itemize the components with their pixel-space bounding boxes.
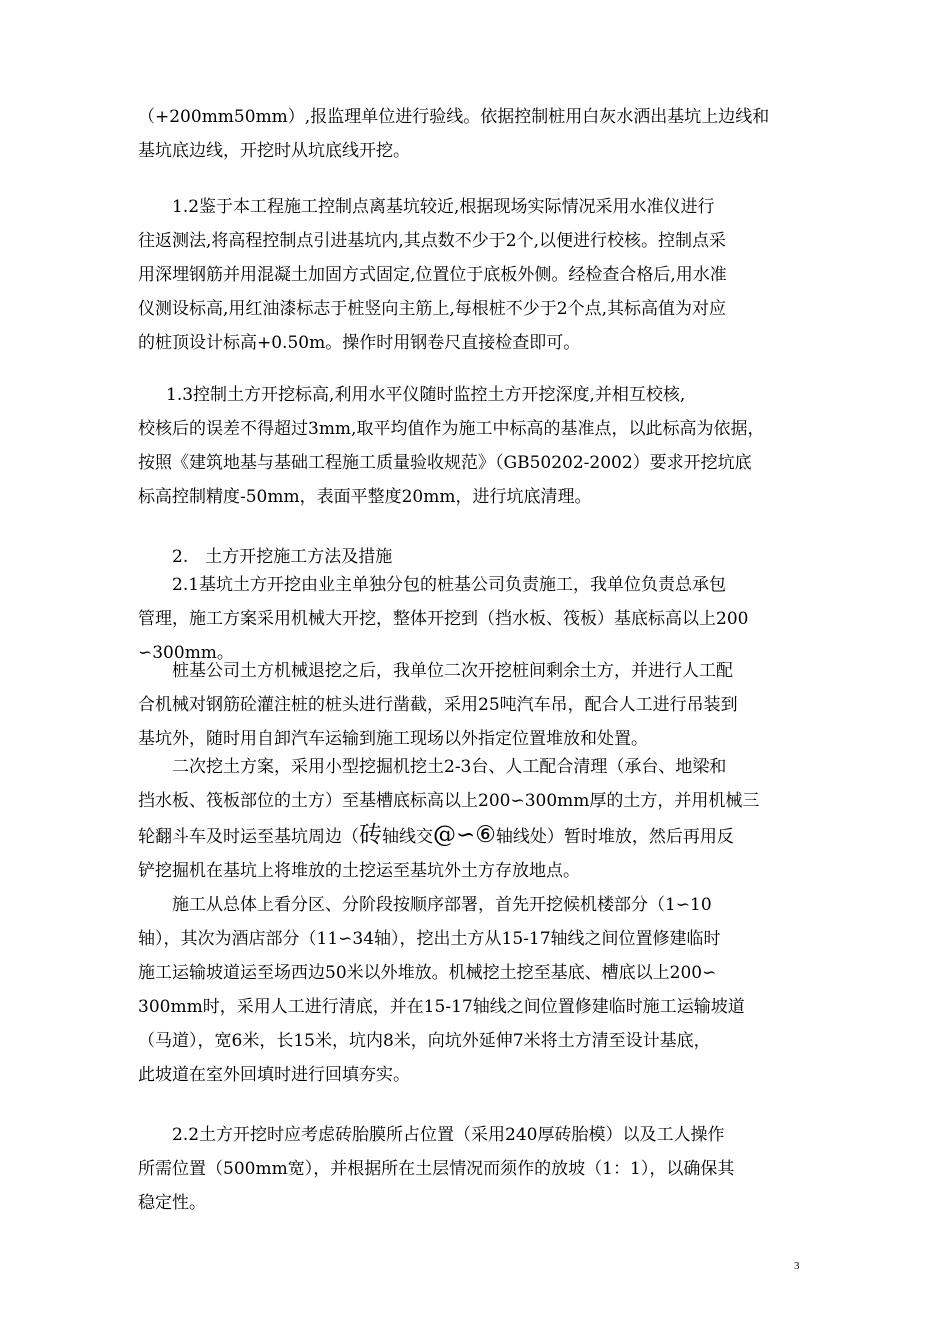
text-line: 1.3控制土方开挖标高,利用水平仪随时监控土方开挖深度,并相互校核, (166, 385, 686, 405)
paragraph-2-2 (138, 1118, 828, 1220)
axis-symbol: @∽⑥ (433, 822, 496, 848)
text-line: 按照《建筑地基与基础工程施工质量验收规范》（GB50202-2002）要求开挖坑底 (138, 453, 752, 473)
text-line: ∽300mm。 (138, 643, 234, 663)
text-line: （马道），宽6米，长15米，坑内8米，向坑外延伸7米将土方清至设计基底， (138, 1031, 711, 1051)
text-line: 管理，施工方案采用机械大开挖，整体开挖到（挡水板、筏板）基底标高以上200 (138, 609, 749, 629)
text-line: 校核后的误差不得超过3mm,取平均值作为施工中标高的基准点，以此标高为依据， (138, 419, 765, 439)
text-line (138, 818, 828, 854)
text-line: 2.1基坑土方开挖由业主单独分包的桩基公司负责施工，我单位负责总承包 (172, 575, 727, 595)
text-line: 基坑外，随时用自卸汽车运输到施工现场以外指定位置堆放和处置。 (138, 729, 648, 749)
text-fragment: 轮翻斗车及时运至基坑周边（ (138, 827, 359, 847)
text-line: 300mm时，采用人工进行清底，并在15-17轴线之间位置修建临时施工运输坡道 (138, 997, 745, 1017)
text-line: 所需位置（500mm宽），并根据所在土层情况而须作的放坡（1：1），以确保其 (138, 1159, 735, 1179)
text-line: 标高控制精度-50mm，表面平整度20mm，进行坑底清理。 (138, 487, 592, 507)
text-fragment: 轴线处）暂时堆放，然后再用反 (495, 827, 734, 847)
paragraph-second-excavation (138, 750, 828, 888)
text-line: 施工从总体上看分区、分阶段按顺序部署，首先开挖候机楼部分（1∽10 (172, 895, 712, 915)
text-line: 二次挖土方案，采用小型挖掘机挖土2-3台、人工配合清理（承台、地梁和 (172, 757, 727, 777)
text-line: 2.2土方开挖时应考虑砖胎膜所占位置（采用240厚砖胎模）以及工人操作 (172, 1125, 725, 1145)
page-number: 3 (794, 1260, 800, 1272)
text-line: 用深埋钢筋并用混凝土加固方式固定,位置位于底板外侧。经检查合格后,用水准 (138, 265, 727, 285)
text-line: 往返测法,将高程控制点引进基坑内,其点数不少于2个,以便进行校核。控制点采 (138, 231, 727, 251)
text-line: 此坡道在室外回填时进行回填夯实。 (138, 1065, 410, 1085)
text-line: （+200mm50mm）,报监理单位进行验线。依据控制桩用白灰水洒出基坑上边线和 (138, 107, 770, 127)
paragraph-construction-zones (138, 888, 828, 1092)
paragraph-1-2 (138, 190, 828, 360)
heading-line: 2. 土方开挖施工方法及措施 (172, 547, 393, 567)
text-line: 轴），其次为酒店部分（11∽34轴），挖出土方从15-17轴线之间位置修建临时 (138, 929, 721, 949)
text-line: 仪测设标高,用红油漆标志于桩竖向主筋上,每根桩不少于2个点,其标高值为对应 (138, 299, 727, 319)
text-line: 1.2鉴于本工程施工控制点离基坑较近,根据现场实际情况采用水准仪进行 (172, 197, 715, 217)
text-line: 施工运输坡道运至场西边50米以外堆放。机械挖土挖至基底、槽底以上200∽ (138, 963, 717, 983)
text-line: 桩基公司土方机械退挖之后，我单位二次开挖桩间剩余土方，并进行人工配 (172, 661, 733, 681)
text-line: 铲挖掘机在基坑上将堆放的土挖运至基坑外土方存放地点。 (138, 861, 580, 881)
text-line: 的桩顶设计标高+0.50m。操作时用钢卷尺直接检查即可。 (138, 333, 581, 353)
paragraph-1-3 (138, 378, 828, 514)
axis-symbol: 砖 (359, 822, 382, 848)
text-line: 合机械对钢筋砼灌注桩的桩头进行凿截，采用25吨汽车吊，配合人工进行吊装到 (138, 695, 738, 715)
text-line: 稳定性。 (138, 1193, 206, 1213)
text-fragment: 轴线交 (382, 827, 433, 847)
text-line: 基坑底边线，开挖时从坑底线开挖。 (138, 141, 410, 161)
paragraph-pile-company (138, 654, 828, 756)
paragraph-1-1-cont (138, 100, 828, 168)
text-line: 挡水板、筏板部位的土方）至基槽底标高以上200∽300mm厚的土方，并用机械三 (138, 791, 760, 811)
